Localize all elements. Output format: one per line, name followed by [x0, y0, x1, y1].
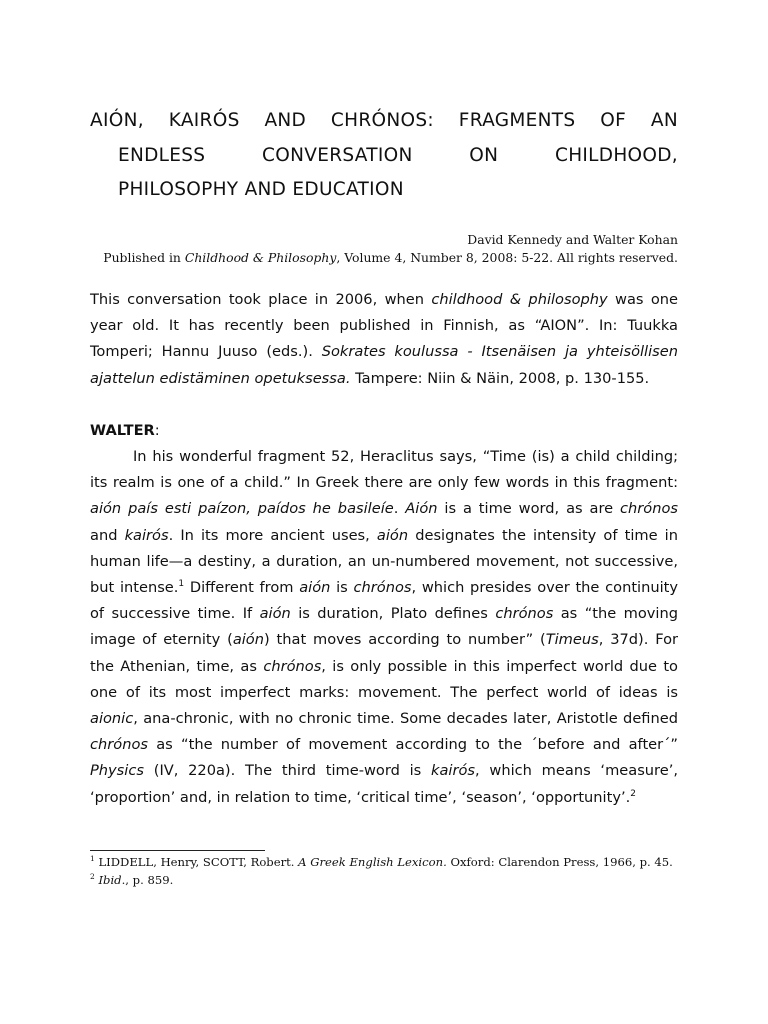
footnote-ref-1[interactable]: 1	[178, 579, 185, 590]
byline	[103, 231, 678, 266]
footnote-separator	[90, 850, 265, 851]
journal-name: Childhood & Philosophy	[184, 249, 337, 265]
speaker-name: WALTER	[90, 422, 155, 439]
authors: David Kennedy and Walter Kohan	[467, 232, 678, 247]
footnote-2: $^2$ Ibid., p. 859.	[90, 871, 174, 887]
footnote-ref-2[interactable]: 2	[630, 788, 636, 799]
title-line-2: ENDLESS CONVERSATION ON CHILDHOOD,	[118, 144, 678, 166]
footnote-1: $^1$ LIDDELL, Henry, SCOTT, Robert. A Greek English Lexicon. Oxford: Clarendon Press, 1966, p. 45.	[90, 854, 673, 869]
publication-info: Published in Childhood & Philosophy, Volume 4, Number 8, 2008: 5-22. All rights reserved.	[103, 249, 678, 265]
footnotes	[90, 854, 690, 889]
article-title	[90, 104, 678, 208]
intro-paragraph: This conversation took place in 2006, when childhood & philosophy was one year old. It has recently been published in Finnish, as “AION”. In: Tuukka Tomperi; Hannu Juuso (eds.). Sokrates koulussa - Itsenäisen ja yhteisöllisen ajattelun edistäminen opetuksessa. Tampere: Niin & Näin, 2008, p. 130-155.	[90, 291, 678, 387]
title-line-1: AIÓN, KAIRÓS AND CHRÓNOS: FRAGMENTS OF AN	[90, 110, 678, 131]
title-line-3: PHILOSOPHY AND EDUCATION	[118, 179, 404, 200]
speaker-label: WALTER:	[90, 422, 160, 439]
body-paragraph: In his wonderful fragment 52, Heraclitus says, “Time (is) a child childing; its realm is one of a child.” In Greek there are only few words in this fragment: aión país esti paízon, paídos he basileíe. Aión is a time word, as are chrónos and kairós. In its more ancient uses, aión designates the intensity of time in human life—a destiny, a duration, an un-numbered movement, not successive, but intense.$^1$ Different from aión is chrónos, which presides over the continuity of successive time. If aión is duration, Plato defines chrónos as “the moving image of eternity (aión) that moves according to number” (Timeus, 37d). For the Athenian, time, as chrónos, is only possible in this imperfect world due to one of its most imperfect marks: movement. The perfect world of ideas is aionic, ana-chronic, with no chronic time. Some decades later, Aristotle defined chrónos as “the number of movement according to the ´before and after´” Physics (IV, 220a). The third time-word is kairós, which means ‘measure’, ‘proportion’ and, in relation to time, ‘critical time’, ‘season’, ‘opportunity’.$^2$	[90, 448, 679, 806]
